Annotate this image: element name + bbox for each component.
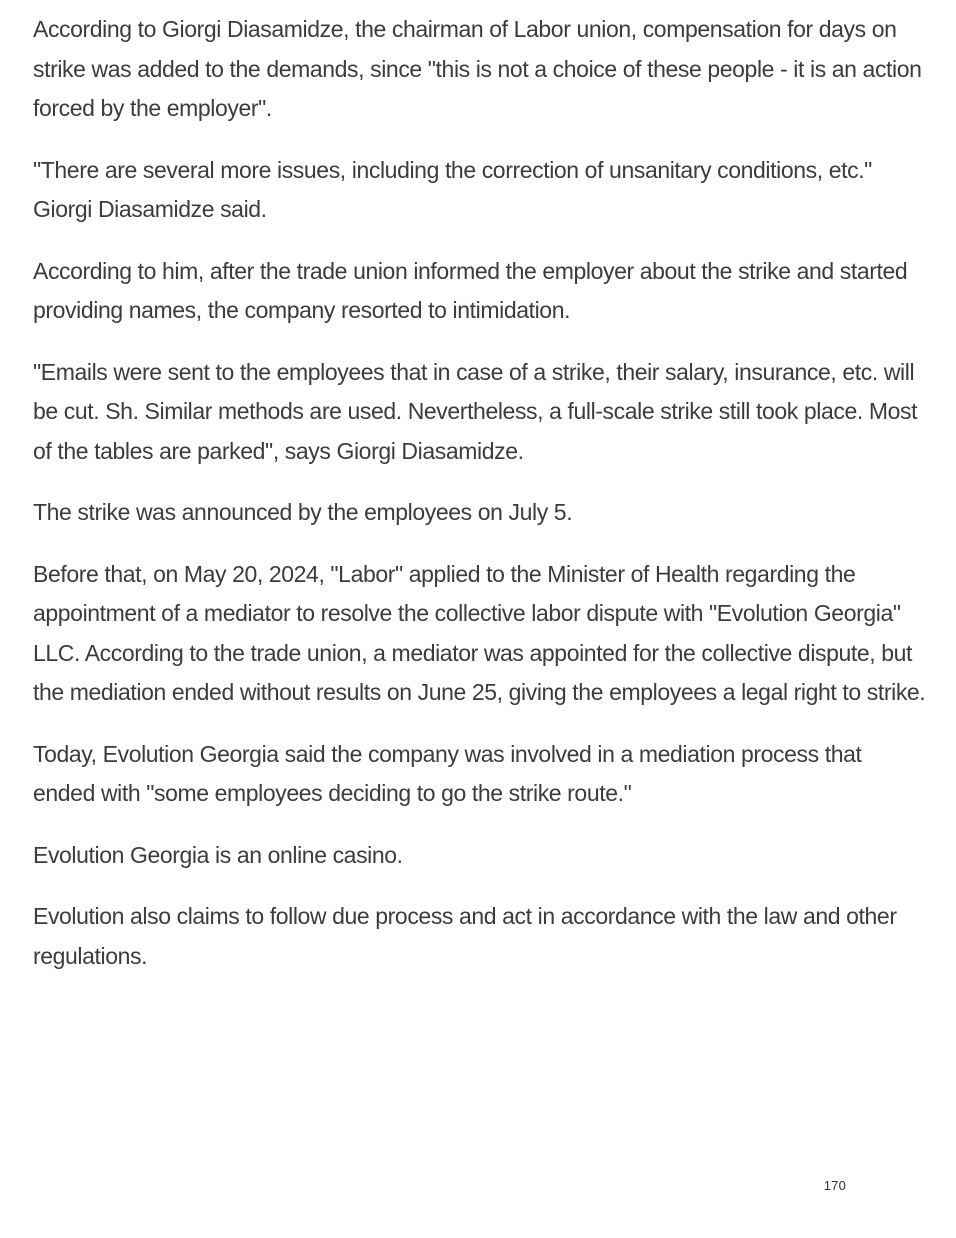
article-paragraph: The strike was announced by the employees on July 5. xyxy=(33,499,573,525)
article-paragraph: "There are several more issues, including the correction of unsanitary conditions, etc." Giorgi Diasamidze said. xyxy=(33,156,872,222)
article-paragraph: Today, Evolution Georgia said the company was involved in a mediation process that ended with "some employees deciding to go the strike route." xyxy=(33,740,862,806)
article-body xyxy=(33,10,928,998)
article-paragraph: Before that, on May 20, 2024, "Labor" applied to the Minister of Health regarding the appointment of a mediator to resolve the collective labor dispute with "Evolution Georgia" LLC. According to the trade union, a mediator was appointed for the collective dispute, but the mediation ended without results on June 25, giving the employees a legal right to strike. xyxy=(33,560,926,705)
article-paragraph: Evolution Georgia is an online casino. xyxy=(33,841,403,868)
article-paragraph: "Emails were sent to the employees that in case of a strike, their salary, insurance, etc. will be cut. Sh. Similar methods are used. Nevertheless, a full-scale strike still took place. Most of the tables are parked", says Giorgi Diasamidze. xyxy=(33,358,918,464)
article-paragraph: Evolution also claims to follow due process and act in accordance with the law and other regulations. xyxy=(33,903,897,969)
article-paragraph: According to Giorgi Diasamidze, the chairman of Labor union, compensation for days on strike was added to the demands, since "this is not a choice of these people - it is an action forced by the employer". xyxy=(33,16,922,121)
article-paragraph: According to him, after the trade union informed the employer about the strike and started providing names, the company resorted to intimidation. xyxy=(33,257,908,323)
page-number: 170 xyxy=(823,1178,846,1193)
